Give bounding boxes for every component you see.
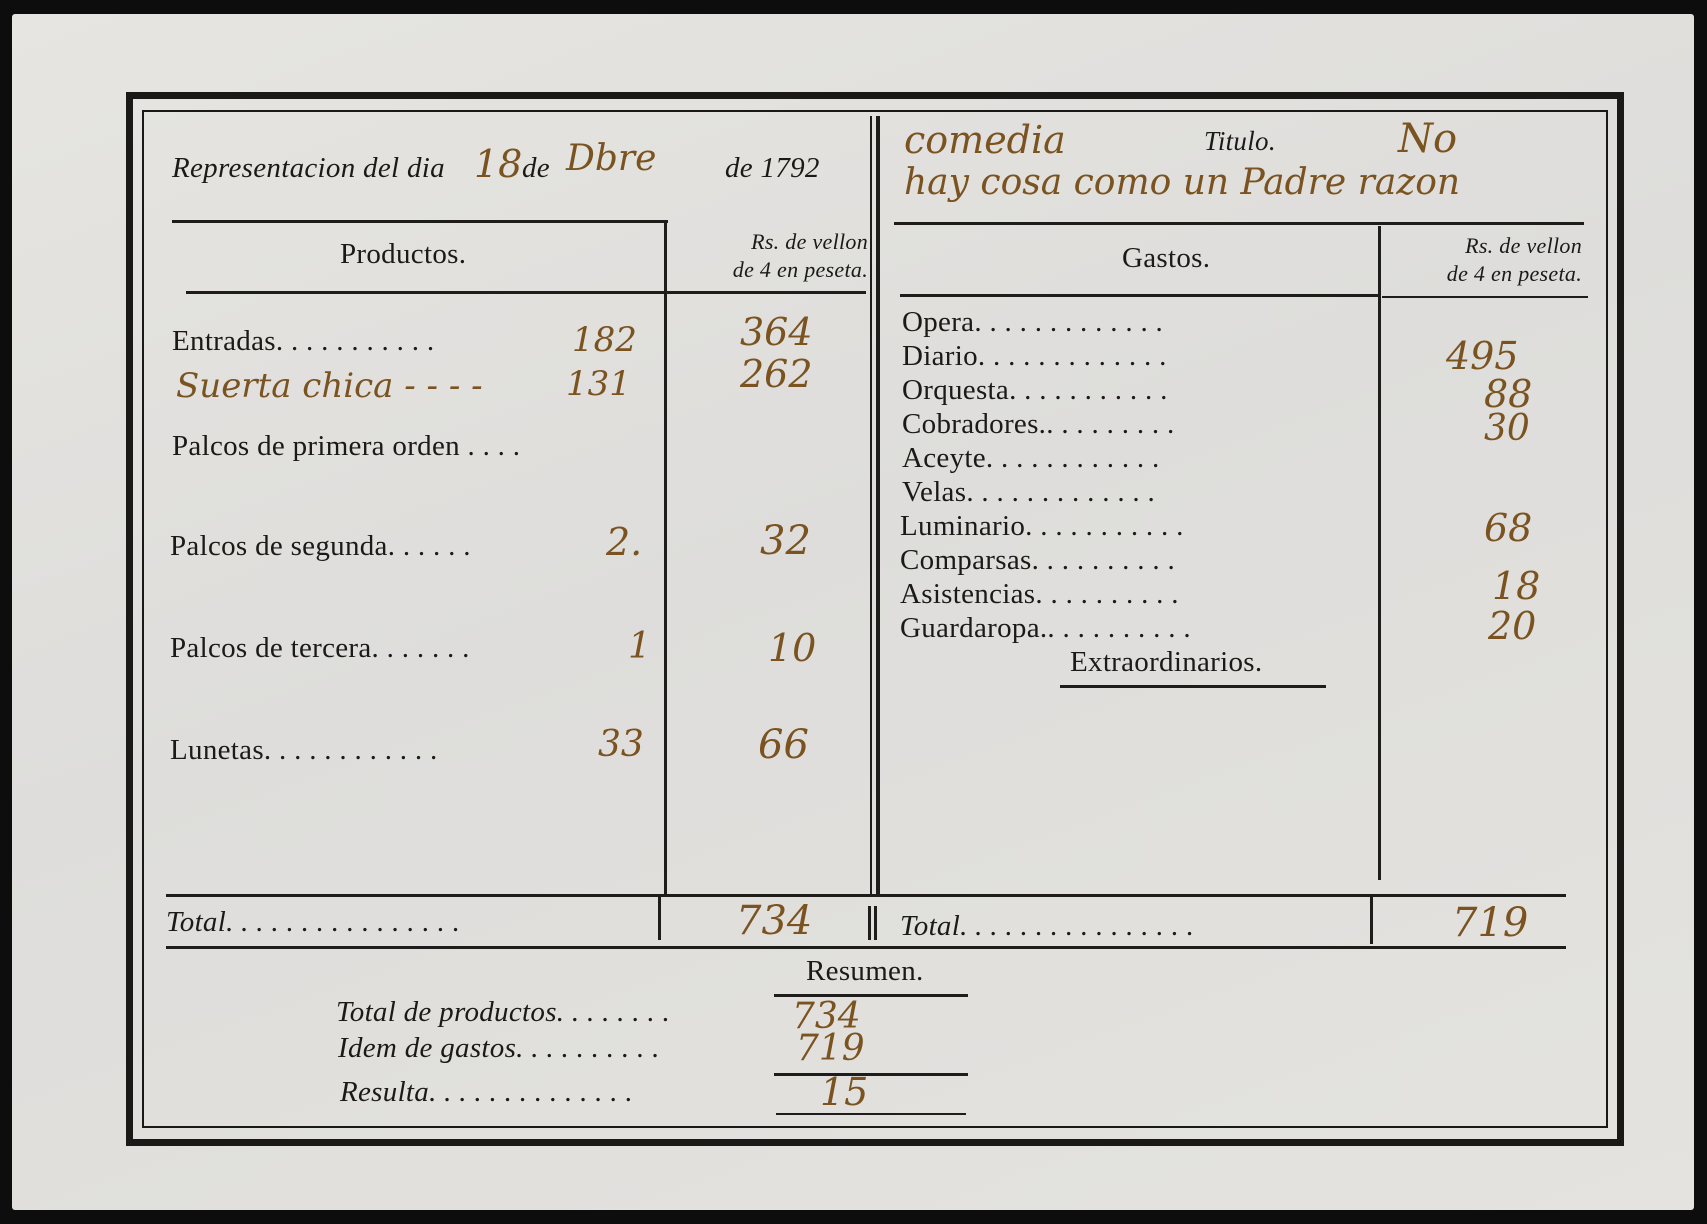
total-mid-divider-b — [874, 906, 877, 940]
extraordinarios-rule — [1060, 685, 1326, 688]
extraordinarios-label: Extraordinarios. — [1070, 646, 1263, 678]
year-label: de 1792 — [725, 152, 820, 184]
gastos-amount-divider — [1378, 226, 1381, 880]
representacion-label: Representacion del dia — [172, 152, 445, 184]
productos-row-count: 1 — [628, 626, 651, 667]
gastos-unit-line1: Rs. de vellon — [1465, 233, 1582, 258]
gastos-heading: Gastos. — [1122, 242, 1211, 274]
gastos-row-label: Cobradores.. . . . . . . . . — [902, 408, 1175, 440]
productos-total-amount: 734 — [736, 898, 813, 944]
productos-row-label: Palcos de segunda. . . . . . — [170, 530, 471, 562]
mes-value: Dbre — [566, 138, 657, 179]
center-divider — [876, 116, 880, 896]
gastos-unit — [1386, 232, 1582, 288]
titulo-value-line1: No — [1398, 116, 1458, 162]
productos-row-amount: 364 — [740, 310, 813, 354]
gastos-row-amount: 30 — [1484, 408, 1530, 449]
titulo-value-line2: hay cosa como un Padre razon — [904, 162, 1461, 203]
gastos-row-amount: 18 — [1492, 564, 1541, 608]
productos-row-label: Lunetas. . . . . . . . . . . . — [170, 734, 438, 766]
dia-value: 18 — [474, 142, 523, 186]
productos-row-count: 131 — [566, 364, 631, 404]
productos-unit — [672, 228, 868, 284]
gastos-row-label: Guardaropa.. . . . . . . . . . — [900, 612, 1191, 644]
productos-row-count: 2. — [606, 520, 643, 564]
comedia-value: comedia — [904, 118, 1066, 162]
productos-row-label: Suerta chica - - - - — [176, 366, 483, 406]
gastos-row-label: Comparsas. . . . . . . . . . — [900, 544, 1176, 576]
gastos-row-label: Velas. . . . . . . . . . . . . — [902, 476, 1156, 508]
productos-heading-rule — [186, 291, 866, 294]
productos-unit-line2: de 4 en peseta. — [732, 257, 868, 282]
gastos-row-label: Opera. . . . . . . . . . . . . — [902, 306, 1164, 338]
productos-row-label: Palcos de primera orden . . . . — [172, 430, 521, 462]
resumen-subtotal-rule — [774, 1073, 968, 1076]
center-divider-thin — [870, 116, 872, 896]
gastos-unit-rule — [1382, 296, 1588, 298]
gastos-row-label: Orquesta. . . . . . . . . . . — [902, 374, 1168, 406]
total-mid-divider-a — [868, 906, 871, 940]
productos-amount-divider — [664, 222, 667, 894]
total-bottom-rule — [166, 946, 1566, 949]
gastos-row-label: Diario. . . . . . . . . . . . . — [902, 340, 1167, 372]
gastos-row-amount: 20 — [1488, 604, 1537, 648]
resumen-row-amount: 719 — [796, 1028, 865, 1069]
productos-unit-line1: Rs. de vellon — [751, 229, 868, 254]
gastos-unit-line2: de 4 en peseta. — [1446, 261, 1582, 286]
total-divider-right — [1370, 896, 1373, 944]
productos-row-amount: 10 — [768, 626, 817, 670]
resumen-heading: Resumen. — [806, 955, 924, 987]
gastos-total-label: Total. . . . . . . . . . . . . . . . — [900, 910, 1195, 942]
gastos-row-amount: 68 — [1484, 506, 1533, 550]
productos-heading: Productos. — [340, 238, 467, 270]
gastos-row-amount: 495 — [1446, 334, 1519, 378]
resumen-row-amount: 15 — [820, 1070, 869, 1114]
gastos-row-amount: 88 — [1484, 372, 1533, 416]
gastos-heading-rule — [900, 294, 1380, 297]
gastos-row-label: Luminario. . . . . . . . . . . — [900, 510, 1184, 542]
productos-row-amount: 66 — [758, 722, 809, 768]
resumen-row-label: Total de productos. . . . . . . . — [336, 996, 671, 1028]
productos-row-count: 182 — [572, 320, 637, 360]
resumen-row-amount: 734 — [792, 996, 861, 1037]
gastos-row-label: Aceyte. . . . . . . . . . . . — [902, 442, 1160, 474]
resumen-row-label: Resulta. . . . . . . . . . . . . . — [340, 1076, 633, 1108]
productos-row-amount: 32 — [760, 518, 811, 564]
productos-row-amount: 262 — [740, 352, 813, 396]
resumen-result-rule — [776, 1113, 966, 1115]
productos-row-label: Entradas. . . . . . . . . . . — [172, 325, 435, 357]
resumen-row-label: Idem de gastos. . . . . . . . . . — [338, 1032, 660, 1064]
total-divider-left — [658, 896, 661, 940]
productos-row-count: 33 — [598, 724, 644, 765]
total-top-rule — [166, 894, 1566, 897]
gastos-row-label: Asistencias. . . . . . . . . . — [900, 578, 1179, 610]
gastos-total-amount: 719 — [1452, 900, 1529, 946]
titulo-label: Titulo. — [1204, 126, 1276, 156]
header-rule-left — [172, 220, 668, 223]
productos-total-label: Total. . . . . . . . . . . . . . . . — [166, 906, 461, 938]
de-label: de — [522, 152, 550, 184]
header-rule-right — [894, 222, 1584, 225]
productos-row-label: Palcos de tercera. . . . . . . — [170, 632, 470, 664]
